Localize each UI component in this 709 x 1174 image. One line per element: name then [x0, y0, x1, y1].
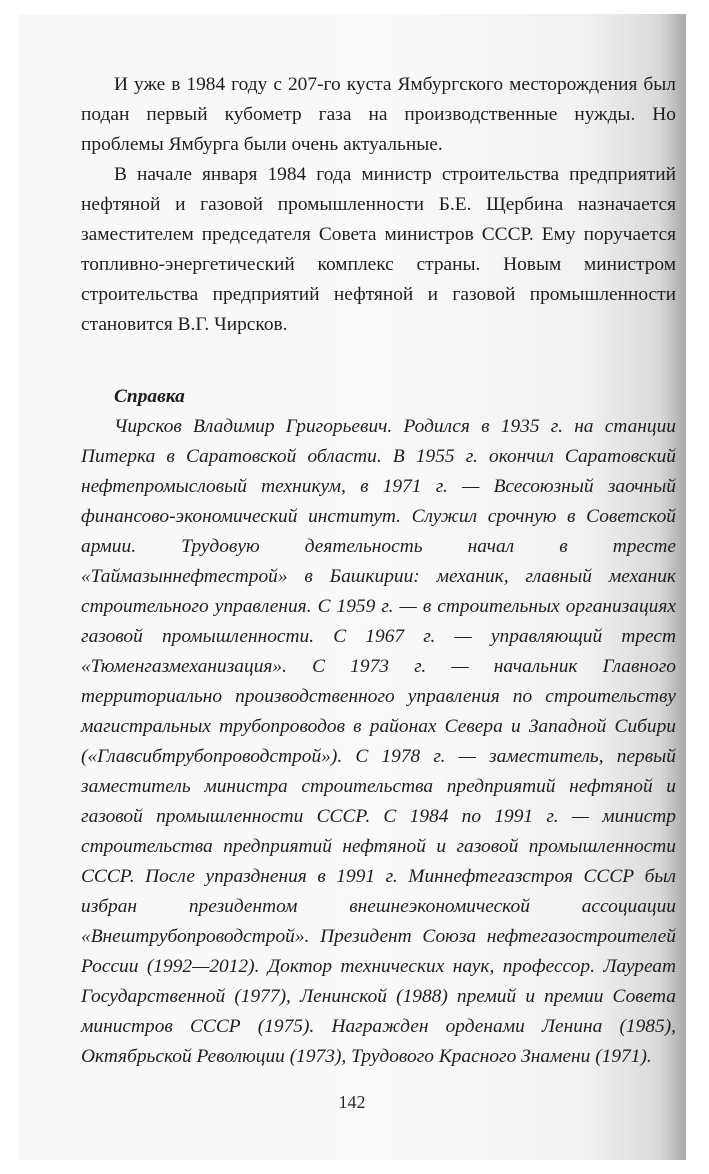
book-page — [18, 14, 686, 1160]
paragraph-chirskov-minister: В начале января 1984 года министр строительства предприятий нефтяной и газовой промышленности Б.Е. Щербина назначается заместителем председателя Совета министров СССР. Ему поручается топливно-энергетический комплекс страны. Новым министром строительства предприятий нефтяной и газовой промышленности становится В.Г. Чирсков. — [81, 164, 676, 335]
page-number: 142 — [338, 1092, 366, 1112]
reference-biography: Чирсков Владимир Григорьевич. Родился в 1935 г. на станции Питерка в Саратовской области. В 1955 г. окончил Саратовский нефтепромысловый техникум, в 1971 г. — Всесоюзный заочный финансово-экономический институт. Служил срочную в Советской армии. Трудовую деятельность начал в тресте «Таймазыннефтестрой» в Башкирии: механик, главный механик строительного управления. С 1959 г. — в строительных организациях газовой промышленности. С 1967 г. — управляющий трест «Тюменгазмеханизация». С 1973 г. — начальник Главного территориально производственного управления по строительству магистральных трубопроводов в районах Севера и Западной Сибири («Главсибтрубопроводстрой»). С 1978 г. — заместитель, первый заместитель министра строительства предприятий нефтяной и газовой промышленности СССР. С 1984 по 1991 г. — министр строительства предприятий нефтяной и газовой промышленности СССР. После упразднения в 1991 г. Миннефтегазстроя СССР был избран президентом внешнеэкономической ассоциации «Внештрубопроводстрой». Президент Союза нефтегазостроителей России (1992—2012). Доктор технических наук, профессор. Лауреат Государственной (1977), Ленинской (1988) премий и премии Совета министров СССР (1975). Награжден орденами Ленина (1985), Октябрьской Революции (1973), Трудового Красного Знамени (1971). — [81, 416, 676, 1067]
reference-heading: Справка — [114, 386, 185, 407]
paragraph-yamburg-gas: И уже в 1984 году с 207-го куста Ямбургского месторождения был подан первый кубометр газа на производственные нужды. Но проблемы Ямбурга были очень актуальные. — [81, 74, 676, 155]
page-text-block — [81, 70, 676, 1072]
